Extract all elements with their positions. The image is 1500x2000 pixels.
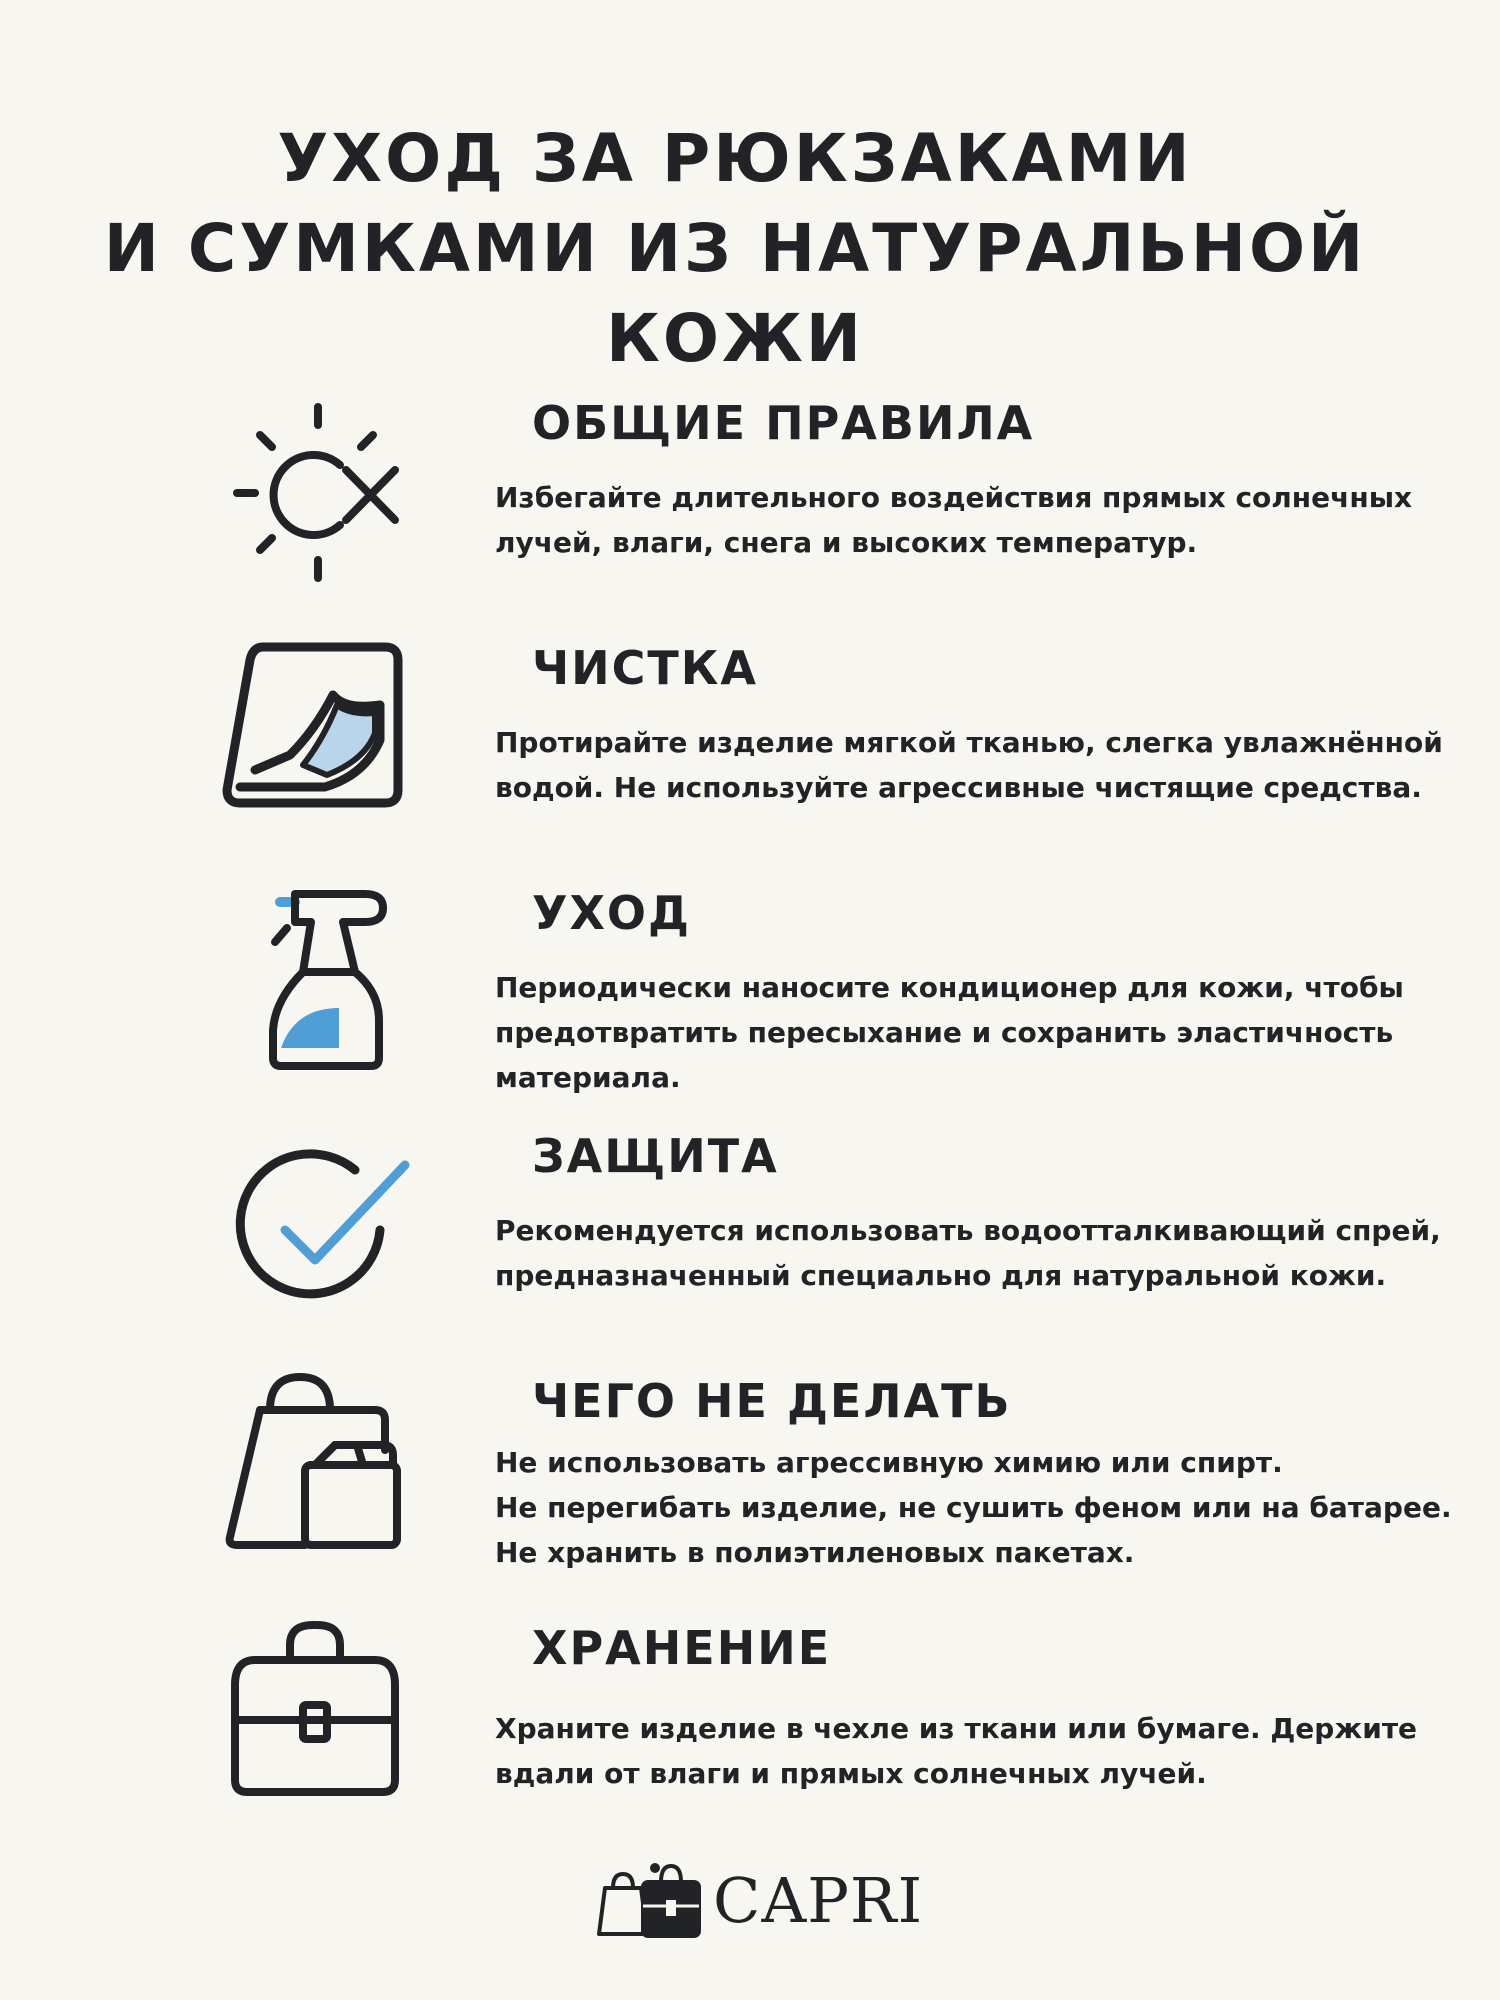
section-text-line: Протирайте изделие мягкой тканью, слегка увлажнённой [495,726,1443,759]
section-text [495,720,1443,810]
page-title [0,114,1470,384]
cloth-icon [215,635,415,835]
bag-icon [215,1610,415,1810]
page-title-line-3: КОЖИ [605,300,865,378]
section-text-line: Избегайте длительного воздействия прямых солнечных [495,481,1413,514]
capri-bags-logo-icon [595,1860,705,1940]
section-text-line: Рекомендуется использовать водоотталкивающий спрей, [495,1214,1441,1247]
section-text-line: Не хранить в полиэтиленовых пакетах. [495,1536,1135,1569]
section-title: УХОД [532,886,692,940]
section-text-line: Не перегибать изделие, не сушить феном или на батарее. [495,1491,1452,1524]
section-text [495,475,1435,565]
section-text-line: материала. [495,1061,681,1094]
section-title: ОБЩИЕ ПРАВИЛА [532,396,1035,450]
sun-crossed-icon [215,395,415,595]
checkmark-circle-icon [215,1125,415,1325]
section-text-line: лучей, влаги, снега и высоких температур. [495,526,1198,559]
page-title-line-1: УХОД ЗА РЮКЗАКАМИ [277,120,1193,198]
spray-bottle-icon [215,880,415,1080]
bags-icon [215,1365,415,1565]
brand-logo [595,1860,935,1940]
section-text [495,965,1435,1100]
section-title: ЧИСТКА [532,641,759,695]
section-text [495,1706,1435,1796]
section-text-line: Не использовать агрессивную химию или спирт. [495,1446,1283,1479]
section-text [495,1440,1452,1575]
brand-name: CAPRI [713,1864,924,1937]
section-title: ЧЕГО НЕ ДЕЛАТЬ [532,1374,1012,1428]
section-text-line: водой. Не используйте агрессивные чистящие средства. [495,771,1422,804]
section-text-line: Храните изделие в чехле из ткани или бумаге. Держите [495,1712,1418,1745]
section-title: ЗАЩИТА [532,1129,779,1183]
section-text [495,1208,1441,1298]
section-text-line: предотвратить пересыхание и сохранить эластичность [495,1016,1394,1049]
section-text-line: вдали от влаги и прямых солнечных лучей. [495,1757,1207,1790]
page-title-line-2: И СУМКАМИ ИЗ НАТУРАЛЬНОЙ [103,210,1367,288]
section-title: ХРАНЕНИЕ [532,1621,832,1675]
section-text-line: предназначенный специально для натуральной кожи. [495,1259,1387,1292]
section-text-line: Периодически наносите кондиционер для кожи, чтобы [495,971,1404,1004]
